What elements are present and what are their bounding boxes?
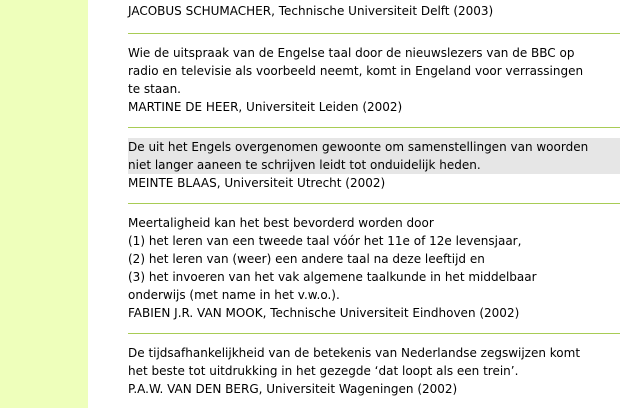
proposition-text-line: het beste tot uitdrukking in het gezegde ‘dat loopt als een trein’.: [128, 364, 519, 378]
proposition-entry: [128, 204, 620, 333]
proposition-text-line: (3) het invoeren van het vak algemene taalkunde in het middelbaar: [128, 270, 537, 284]
proposition-text-line: Meertaligheid kan het best bevorderd worden door: [128, 216, 434, 230]
proposition-text-line: radio en televisie als voorbeeld neemt, komt in Engeland voor verrassingen: [128, 64, 584, 78]
proposition-author: MARTINE DE HEER, Universiteit Leiden (2002): [128, 100, 403, 114]
proposition-author: P.A.W. VAN DEN BERG, Universiteit Wageningen (2002): [128, 382, 458, 396]
proposition-author: JACOBUS SCHUMACHER, Technische Universiteit Delft (2003): [128, 4, 494, 18]
proposition-entry-selected: [128, 128, 620, 203]
proposition-text-line: onderwijs (met name in het v.w.o.).: [128, 288, 340, 302]
proposition-text-line: te staan.: [128, 82, 181, 96]
proposition-entry: [128, 34, 620, 127]
proposition-author: FABIEN J.R. VAN MOOK, Technische Universiteit Eindhoven (2002): [128, 306, 520, 320]
proposition-entry: [128, 0, 620, 33]
proposition-text-line: Wie de uitspraak van de Engelse taal door de nieuwslezers van de BBC op: [128, 46, 575, 60]
proposition-text-line: De tijdsafhankelijkheid van de betekenis van Nederlandse zegswijzen komt: [128, 346, 581, 360]
proposition-text-line: (2) het leren van (weer) een andere taal na deze leeftijd en: [128, 252, 485, 266]
proposition-text-line: (1) het leren van een tweede taal vóór het 11e of 12e levensjaar,: [128, 234, 522, 248]
proposition-text-line: De uit het Engels overgenomen gewoonte om samenstellingen van woorden: [128, 140, 589, 154]
proposition-author: MEINTE BLAAS, Universiteit Utrecht (2002): [128, 176, 386, 190]
propositions-list: [128, 0, 620, 409]
proposition-entry: [128, 334, 620, 409]
text-selection-highlight: [128, 138, 620, 174]
proposition-text-line: niet langer aaneen te schrijven leidt tot onduidelijk heden.: [128, 158, 481, 172]
left-sidebar-band: [0, 0, 88, 408]
